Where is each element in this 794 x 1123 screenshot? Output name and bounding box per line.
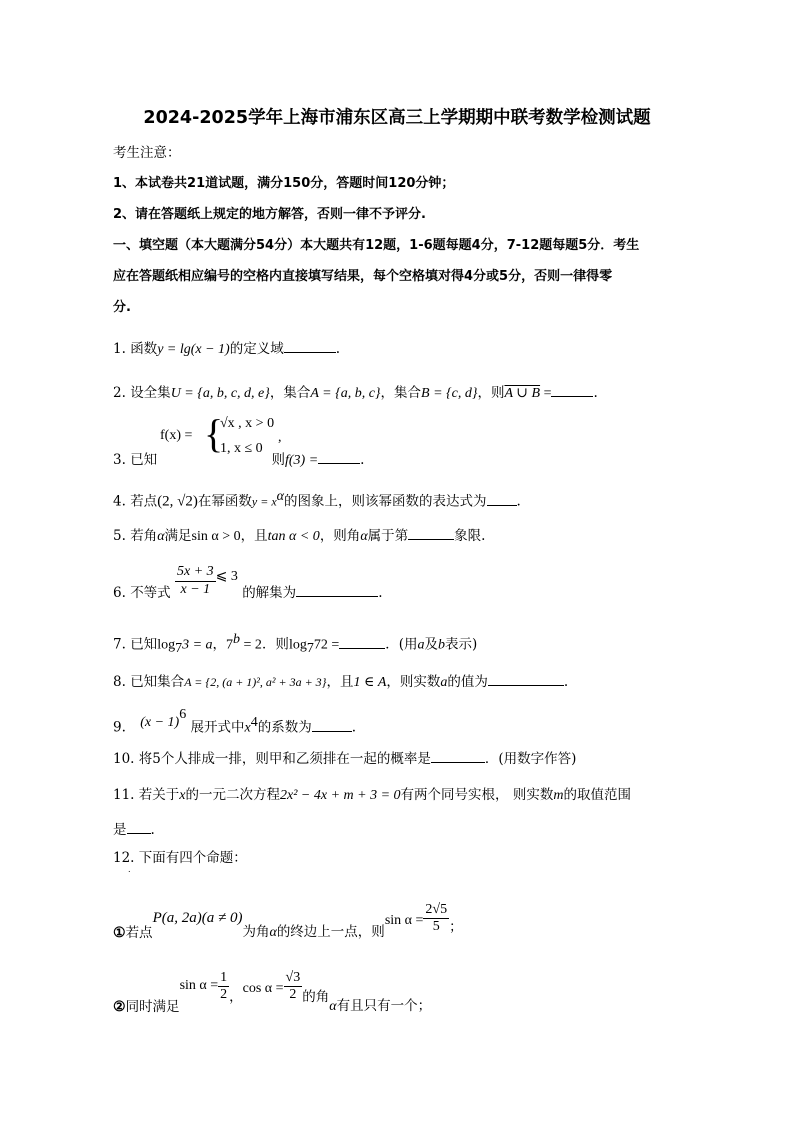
q11-text-a: 若关于 [138, 787, 180, 803]
p2-fraction-2 [284, 970, 303, 1005]
q6-text-b: 的解集为 [242, 585, 297, 601]
q11-end: . [150, 822, 155, 838]
p1-fraction [423, 902, 449, 937]
q2-set-a: A = {a, b, c} [310, 386, 381, 401]
p2-lhs-sin: sin α = [179, 977, 219, 993]
q2-text-b: ，集合 [269, 385, 311, 401]
q6-fraction [175, 564, 216, 599]
p2-fraction-1-num: 1 [218, 970, 229, 988]
q6-answer-blank[interactable] [296, 584, 378, 597]
q3-case-2: 1, x ≤ 0 [220, 441, 263, 456]
q8-text-c: ，则实数 [386, 674, 441, 690]
section-1-line-1: 一、填空题（本大题满分54分）本大题共有12题，1-6题每题4分，7-12题每题5分．考生 [113, 238, 640, 253]
q4-answer-blank[interactable] [487, 493, 517, 506]
p2-text-a: 同时满足 [125, 998, 180, 1015]
q11-var-x: x [179, 788, 186, 803]
q6-denominator: x − 1 [180, 582, 211, 598]
q9-term-exponent: 4 [250, 715, 258, 730]
q11-var-m: m [553, 788, 564, 803]
p2-comma: ， [229, 988, 243, 1005]
question-4 [113, 490, 521, 510]
q7-separator: ， [212, 636, 227, 653]
q2-text-c: ，集合 [380, 385, 422, 401]
p1-text-a: 若点 [125, 924, 153, 941]
p2-fraction-1-den: 2 [220, 987, 228, 1003]
question-6 [113, 562, 382, 601]
q7-number: 7. [113, 636, 126, 653]
question-9 [113, 707, 356, 736]
q9-end: . [351, 719, 356, 736]
q9-exponent: 6 [179, 707, 187, 722]
notice-heading: 考生注意： [113, 145, 181, 161]
q4-text-a: 若点 [130, 493, 158, 510]
q8-condition: 1 ∈ A [353, 675, 387, 690]
question-3 [113, 451, 364, 468]
q9-number: 9. [113, 719, 126, 736]
q12-number: 12. [113, 850, 135, 866]
q7-log-1: log [157, 637, 176, 653]
q7-power: 7 [226, 637, 234, 653]
q6-relation: ⩽ 3 [215, 569, 238, 585]
q2-equals: = [540, 386, 552, 401]
q11-text-line2: 是 [113, 822, 127, 838]
q7-log-2-value: 72 = [313, 637, 340, 653]
q9-answer-blank[interactable] [312, 719, 352, 732]
q5-number: 5. [113, 528, 126, 544]
q2-text-a: 设全集 [130, 385, 171, 401]
p2-text-c: 有且只有一个； [336, 998, 432, 1014]
q8-text-d: 的值为 [447, 674, 488, 690]
p1-alpha: α [269, 925, 277, 940]
question-5 [113, 527, 485, 544]
p1-denominator: 5 [432, 919, 440, 935]
q1-text-a: 函数 [130, 341, 158, 357]
q4-text-b: 在幂函数 [197, 493, 252, 510]
q9-text-b: 的系数为 [257, 719, 312, 736]
p2-fraction-2-den: 2 [289, 987, 297, 1003]
q3-case-1: √x , x > 0 [220, 416, 275, 431]
q3-end: . [360, 452, 365, 468]
q4-number: 4. [113, 493, 126, 510]
q5-text-f: 象限. [454, 528, 486, 544]
q7-power-exponent: b [233, 632, 241, 647]
q7-text-b: ．则 [261, 636, 289, 653]
q1-answer-blank[interactable] [284, 340, 336, 353]
q11-text-b: 的一元二次方程 [185, 787, 280, 803]
question-1 [113, 340, 340, 357]
q3-comma: , [278, 430, 282, 445]
q8-answer-blank[interactable] [488, 673, 564, 686]
section-1-line-3: 分. [113, 300, 131, 315]
q7-text-a: 已知 [130, 636, 158, 653]
q4-exponent: α [276, 489, 285, 504]
p1-marker: ① [113, 924, 126, 941]
q8-text-b: ，且 [326, 674, 354, 690]
p2-alpha: α [329, 999, 337, 1014]
q3-brace: { [204, 411, 224, 456]
q11-text-c: 有两个同号实根， 则实数 [400, 787, 554, 803]
q8-text-a: 已知集合 [130, 674, 185, 690]
q6-text-a: 不等式 [130, 584, 171, 601]
question-8 [113, 673, 568, 690]
q5-alpha-2: α [360, 529, 368, 544]
p2-lhs-cos: cos α = [242, 980, 284, 996]
q2-expression: A ∪ B [504, 386, 541, 401]
notice-item-1: 1、本试卷共21道试题，满分150分，答题时间120分钟； [113, 176, 455, 191]
q7-var-b: b [438, 637, 446, 653]
q5-text-d: ，则角 [319, 528, 361, 544]
p2-fraction-2-num: √3 [284, 970, 303, 988]
q9-term: x [244, 720, 251, 736]
p1-text-b: 为角 [242, 924, 270, 940]
q11-equation: 2x² − 4x + m + 3 = 0 [280, 788, 401, 803]
q6-numerator: 5x + 3 [175, 564, 216, 582]
q10-text: 将5个人排成一排，则甲和乙须排在一起的概率是 [138, 751, 431, 767]
p1-numerator: 2√5 [423, 902, 449, 920]
q7-power-value: = 2 [240, 637, 262, 653]
q8-var-a: a [440, 675, 448, 690]
p1-text-c: 的终边上一点，则 [276, 924, 385, 940]
q1-end: . [335, 341, 341, 357]
q9-expression: (x − 1) [140, 714, 180, 730]
q5-alpha: α [157, 529, 165, 544]
q2-end: . [593, 385, 598, 401]
q12-text: 下面有四个命题： [138, 850, 247, 866]
q11-number: 11. [113, 787, 135, 803]
p1-lhs: sin α = [384, 912, 424, 928]
q5-text-c: ，且 [240, 528, 268, 544]
q7-var-a: a [417, 637, 425, 653]
p2-fraction-1 [218, 970, 229, 1005]
q7-log-1-base: 7 [175, 641, 183, 657]
q5-text-a: 若角 [130, 528, 158, 544]
q7-log-1-value: 3 = a [182, 637, 213, 653]
q6-end: . [378, 585, 383, 601]
q4-text-c: 的图象上，则该幂函数的表达式为 [284, 493, 487, 510]
p2-text-b: 的角 [302, 988, 330, 1005]
notice-item-2: 2、请在答题纸上规定的地方解答，否则一律不予评分. [113, 207, 426, 222]
q1-number: 1. [113, 341, 126, 357]
p1-end: ； [449, 918, 463, 935]
q12-stray-dot: . [128, 865, 131, 874]
q3-text-b: 则 [271, 452, 285, 468]
q10-answer-blank[interactable] [431, 750, 485, 763]
q2-answer-blank[interactable] [551, 384, 593, 397]
question-11 [113, 789, 631, 803]
q5-text-e: 属于第 [367, 528, 409, 544]
q9-text-a: 展开式中 [190, 719, 245, 736]
q3-expression: f(3) = [284, 453, 319, 468]
q1-text-b: 的定义域 [229, 341, 284, 357]
q11-text-d: 的取值范围 [563, 787, 631, 803]
proposition-1 [113, 896, 463, 942]
q8-number: 8. [113, 674, 126, 690]
question-10 [113, 750, 576, 767]
q5-text-b: 满足 [164, 528, 192, 544]
q2-set-u: U = {a, b, c, d, e} [170, 386, 270, 401]
q5-condition-sin: sin α > 0 [191, 529, 241, 544]
q3-function-lhs: f(x) = [160, 428, 193, 443]
q7-text-d: 及 [424, 636, 439, 653]
question-2 [113, 384, 598, 401]
q7-text-c: ．(用 [385, 636, 418, 653]
q8-set: A = {2, (a + 1)², a² + 3a + 3} [184, 675, 327, 689]
question-12 [113, 852, 247, 866]
question-7 [113, 633, 477, 656]
p2-marker: ② [113, 998, 126, 1015]
q1-expression: y = lg(x − 1) [157, 342, 230, 357]
q7-text-e: 表示) [445, 636, 478, 653]
page-title: 2024-2025学年上海市浦东区高三上学期期中联考数学检测试题 [143, 108, 651, 128]
question-11-line-2 [113, 821, 155, 838]
q3-text-a: 已知 [130, 452, 158, 468]
q5-condition-tan: tan α < 0 [267, 529, 320, 544]
q7-answer-blank[interactable] [339, 636, 385, 649]
q4-point: (2, √2) [157, 493, 198, 510]
section-1-line-2: 应在答题纸相应编号的空格内直接填写结果，每个空格填对得4分或5分，否则一律得零 [113, 269, 613, 284]
q10-number: 10. [113, 751, 135, 767]
q5-answer-blank[interactable] [408, 527, 454, 540]
q10-end: ．(用数字作答) [484, 751, 577, 767]
q3-answer-blank[interactable] [318, 451, 360, 464]
q2-set-b: B = {c, d} [421, 386, 478, 401]
q11-answer-blank[interactable] [127, 821, 151, 834]
q7-log-2: log [288, 637, 307, 653]
q8-end: . [563, 674, 569, 690]
proposition-2 [113, 958, 431, 1016]
q4-expression: y = x [251, 494, 277, 509]
q4-end: . [516, 493, 521, 510]
q2-text-d: ，则 [477, 385, 505, 401]
q3-number: 3. [113, 452, 126, 468]
q6-number: 6. [113, 584, 126, 601]
q2-number: 2. [113, 385, 126, 401]
p1-point: P(a, 2a)(a ≠ 0) [152, 909, 243, 926]
q7-log-2-base: 7 [306, 641, 314, 657]
